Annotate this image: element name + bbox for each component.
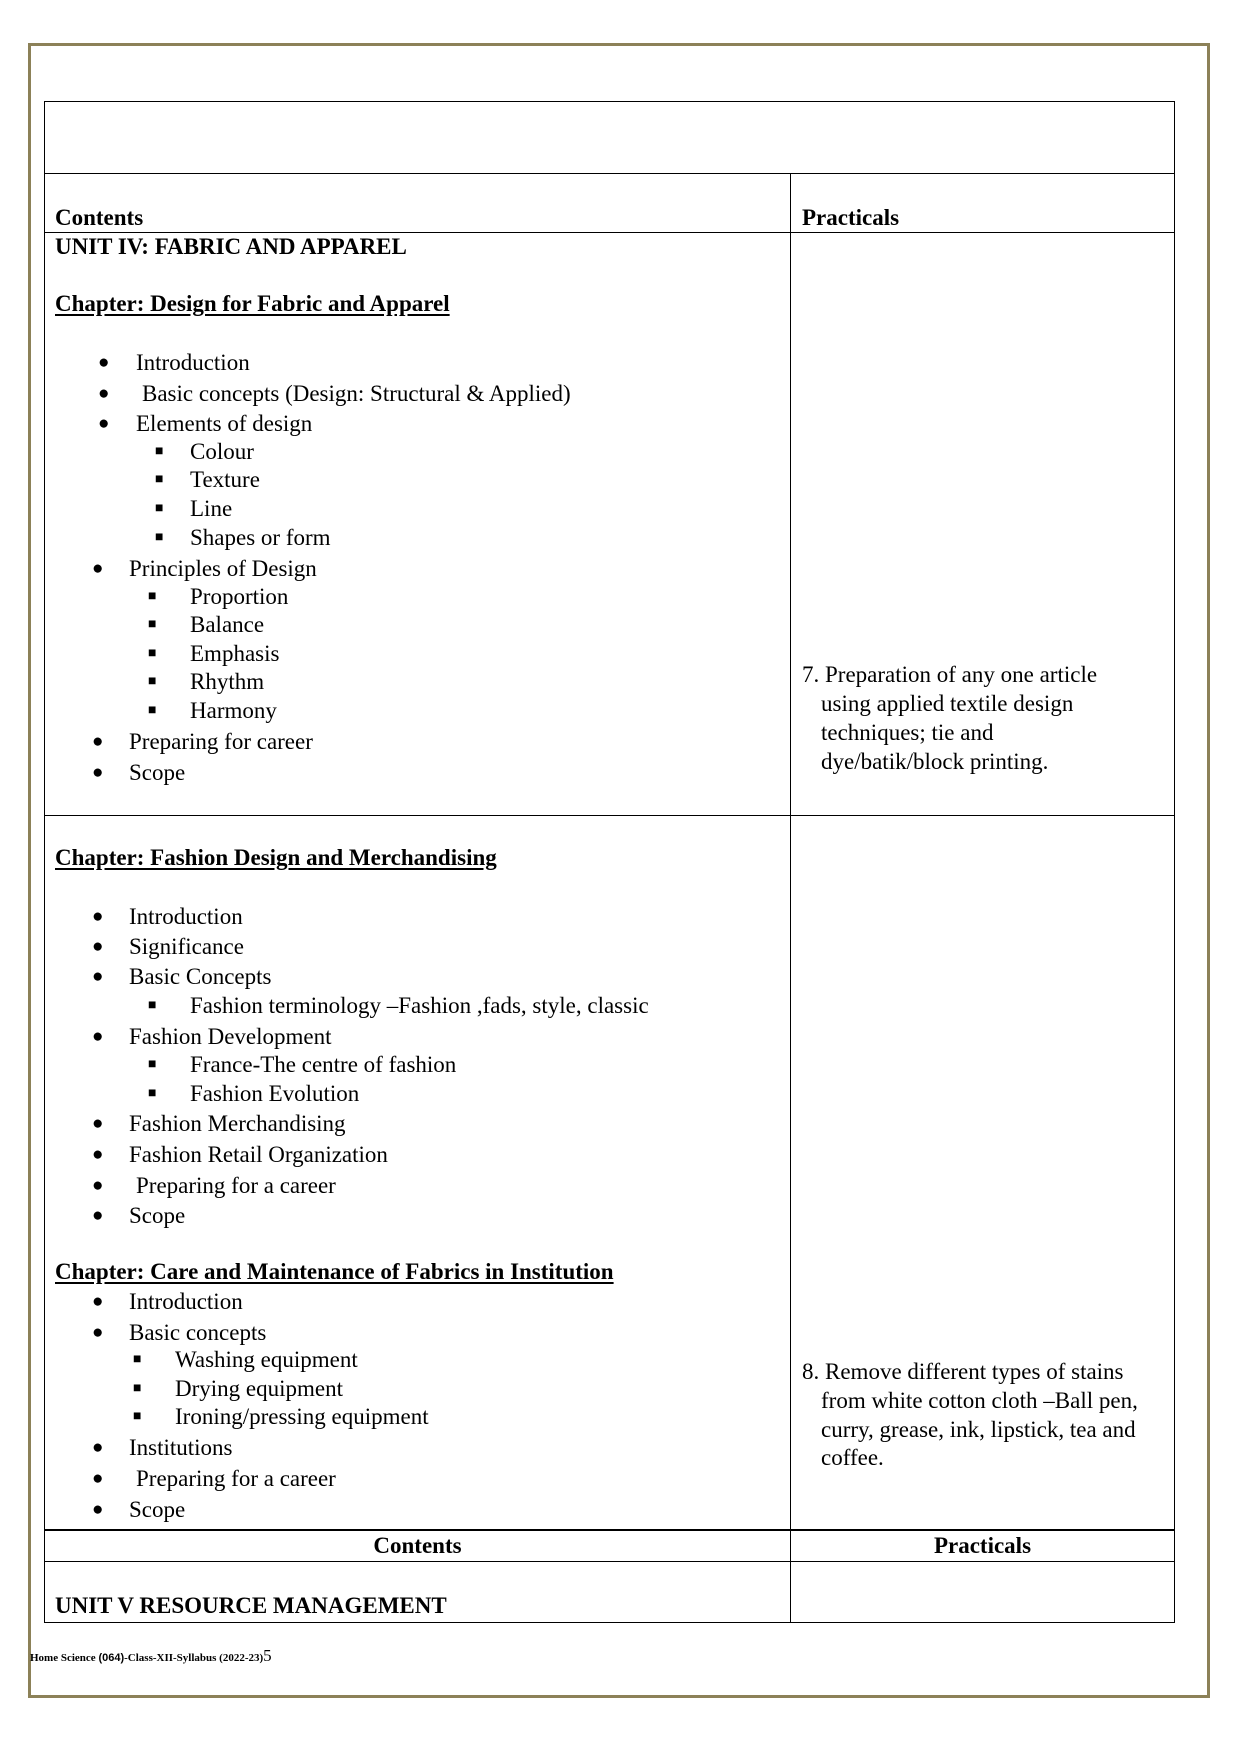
bullet-dot: ● [98, 352, 110, 373]
list-item: Fashion Development [129, 1024, 332, 1049]
table-left-border [44, 101, 45, 1623]
sub-list-item: Harmony [190, 698, 277, 723]
bullet-square: ■ [148, 703, 157, 718]
sub-list-item: Fashion Evolution [190, 1081, 360, 1106]
bullet-square: ■ [155, 501, 164, 516]
sub-list-item: Washing equipment [175, 1347, 358, 1372]
practical-line: dye/batik/block printing. [821, 749, 1049, 774]
bullet-square: ■ [148, 617, 157, 632]
bullet-square: ■ [133, 1409, 142, 1424]
footer-code: (064) [98, 1652, 125, 1664]
bullet-dot: ● [92, 936, 104, 957]
table-bottom-border [44, 1622, 1175, 1623]
practical-line: coffee. [821, 1445, 884, 1470]
bullet-dot: ● [92, 558, 104, 579]
table-row-divider [44, 815, 1175, 816]
list-item: Introduction [136, 350, 250, 375]
bullet-square: ■ [148, 646, 157, 661]
list-item: Institutions [129, 1435, 233, 1460]
sub-list-item: Texture [190, 467, 260, 492]
sub-list-item: Balance [190, 612, 265, 637]
sub-list-item: Shapes or form [190, 525, 331, 550]
practical-line: 8. Remove different types of stains [802, 1359, 1124, 1384]
bullet-dot: ● [92, 1113, 104, 1134]
bullet-square: ■ [133, 1381, 142, 1396]
practical-line: curry, grease, ink, lipstick, tea and [821, 1417, 1136, 1442]
chapter-title: Chapter: Care and Maintenance of Fabrics in Institution [55, 1259, 614, 1284]
bullet-dot: ● [92, 762, 104, 783]
sub-list-item: Ironing/pressing equipment [175, 1404, 429, 1429]
bullet-square: ■ [155, 472, 164, 487]
bullet-dot: ● [98, 413, 110, 434]
list-item: Preparing for career [129, 729, 313, 754]
header-practicals: Practicals [802, 205, 900, 230]
header-contents: Contents [55, 205, 144, 230]
table-column-divider [790, 173, 791, 1623]
practical-line: from white cotton cloth –Ball pen, [821, 1388, 1138, 1413]
sub-list-item: France-The centre of fashion [190, 1052, 457, 1077]
bullet-square: ■ [148, 589, 157, 604]
bullet-dot: ● [92, 1291, 104, 1312]
table-row-divider [44, 173, 1175, 174]
bullet-dot: ● [92, 1322, 104, 1343]
bullet-dot: ● [92, 1026, 104, 1047]
sub-list-item: Proportion [190, 584, 289, 609]
list-item: Preparing for a career [136, 1173, 336, 1198]
list-item: Fashion Merchandising [129, 1111, 346, 1136]
bullet-dot: ● [92, 731, 104, 752]
footer-suffix: -Class-XII-Syllabus (2022-23) [124, 1652, 264, 1664]
table-row-divider [44, 1561, 1175, 1562]
bullet-dot: ● [92, 1437, 104, 1458]
bullet-square: ■ [155, 444, 164, 459]
page-number: 5 [263, 1646, 272, 1665]
chapter-title: Chapter: Design for Fabric and Apparel [55, 291, 450, 316]
list-item: Basic concepts [129, 1320, 267, 1345]
unit-title: UNIT IV: FABRIC AND APPAREL [55, 234, 407, 259]
unit-title: UNIT V RESOURCE MANAGEMENT [55, 1593, 447, 1618]
bullet-dot: ● [92, 1499, 104, 1520]
list-item: Preparing for a career [136, 1466, 336, 1491]
bullet-square: ■ [148, 674, 157, 689]
bullet-square: ■ [148, 998, 157, 1013]
list-item: Basic concepts (Design: Structural & Applied) [142, 381, 571, 406]
bullet-dot: ● [92, 906, 104, 927]
chapter-title: Chapter: Fashion Design and Merchandising [55, 845, 497, 870]
bullet-dot: ● [92, 966, 104, 987]
sub-list-item: Line [190, 496, 233, 521]
list-item: Scope [129, 1203, 186, 1228]
sub-list-item: Fashion terminology –Fashion ,fads, style, classic [190, 993, 649, 1018]
bullet-square: ■ [148, 1086, 157, 1101]
contents-header: Contents [373, 1533, 462, 1558]
list-item: Basic Concepts [129, 964, 272, 989]
list-item: Scope [129, 1497, 186, 1522]
table-row-divider [44, 1529, 1175, 1531]
table-top-border [44, 101, 1175, 102]
practical-line: techniques; tie and [821, 720, 994, 745]
bullet-dot: ● [92, 1468, 104, 1489]
bullet-dot: ● [98, 383, 110, 404]
bullet-square: ■ [148, 1057, 157, 1072]
list-item: Significance [129, 934, 244, 959]
bullet-dot: ● [92, 1205, 104, 1226]
list-item: Principles of Design [129, 556, 317, 581]
bullet-dot: ● [92, 1175, 104, 1196]
sub-list-item: Rhythm [190, 669, 265, 694]
practicals-header: Practicals [933, 1533, 1032, 1558]
list-item: Introduction [129, 1289, 243, 1314]
sub-list-item: Colour [190, 439, 254, 464]
bullet-square: ■ [133, 1352, 142, 1367]
sub-list-item: Drying equipment [175, 1376, 343, 1401]
bullet-dot: ● [92, 1144, 104, 1165]
bullet-square: ■ [155, 530, 164, 545]
list-item: Elements of design [136, 411, 313, 436]
practical-line: using applied textile design [821, 691, 1074, 716]
list-item: Scope [129, 760, 186, 785]
list-item: Introduction [129, 904, 243, 929]
table-right-border [1174, 101, 1175, 1623]
sub-list-item: Emphasis [190, 641, 280, 666]
list-item: Fashion Retail Organization [129, 1142, 388, 1167]
footer-prefix: Home Science [30, 1652, 99, 1664]
page-footer [30, 1646, 272, 1666]
practical-line: 7. Preparation of any one article [802, 662, 1098, 687]
